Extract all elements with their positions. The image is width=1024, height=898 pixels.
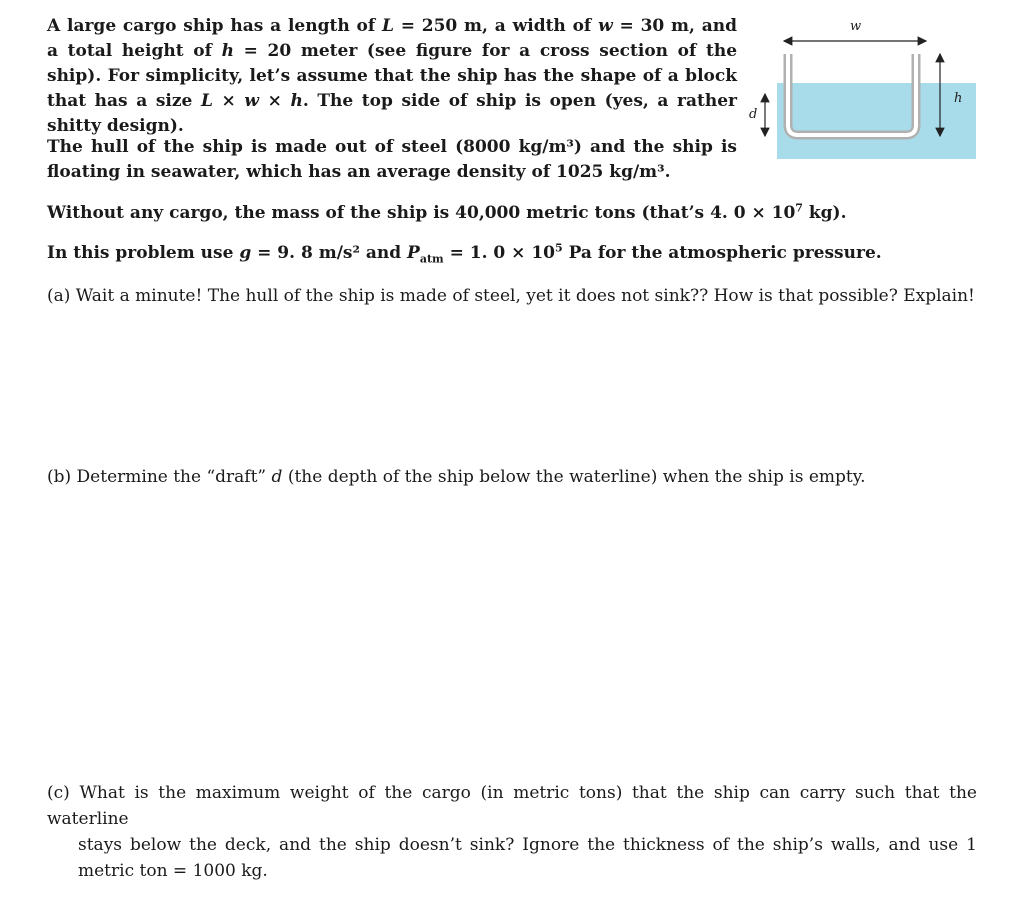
- question-c: (c) What is the maximum weight of the cargo (in metric tons) that the ship can carry such that the waterline stays below the deck, and the ship doesn’t sink? Ignore the thickness of the ship’s walls, and use 1 metric ton = 1000 kg.: [47, 783, 977, 881]
- var-w: w: [598, 16, 613, 36]
- seawater: [777, 83, 976, 159]
- constants-paragraph: In this problem use g = 9. 8 m/s² and $P_{atm} = 1$. $0 \times 10^5$ Pa for the atmospheric pressure.: [47, 241, 882, 266]
- question-b: (b) Determine the “draft” d (the depth of the ship below the waterline) when the ship is empty.: [47, 467, 866, 487]
- question-a: (a) Wait a minute! The hull of the ship is made of steel, yet it does not sink?? How is that possible? Explain!: [47, 286, 975, 306]
- mass-paragraph: Without any cargo, the mass of the ship is 40,000 metric tons (that’s 4. $0 \times 10^7$ kg).: [47, 201, 847, 223]
- var-L: L: [381, 16, 394, 36]
- label-w: w: [850, 19, 862, 34]
- size-expression: L × w × h: [200, 91, 303, 111]
- label-h: h: [954, 91, 963, 106]
- ship-cross-section-figure: [740, 10, 980, 170]
- var-h: h: [221, 41, 234, 61]
- intro-paragraph: A large cargo ship has a length of L = 250 m, a width of w = 30 m, and a total height of h = 20 meter (see figure for a cross section of the ship). For simplicity, let’s assume that the ship has the shape of a block that has a size L × w × h. The top side of ship is open (yes, a rather shitty design).: [47, 16, 738, 136]
- material-paragraph: The hull of the ship is made out of steel (8000 kg/m³) and the ship is floating in seawater, which has an average density of 1025 kg/m³.: [47, 137, 737, 182]
- label-d: d: [749, 107, 758, 122]
